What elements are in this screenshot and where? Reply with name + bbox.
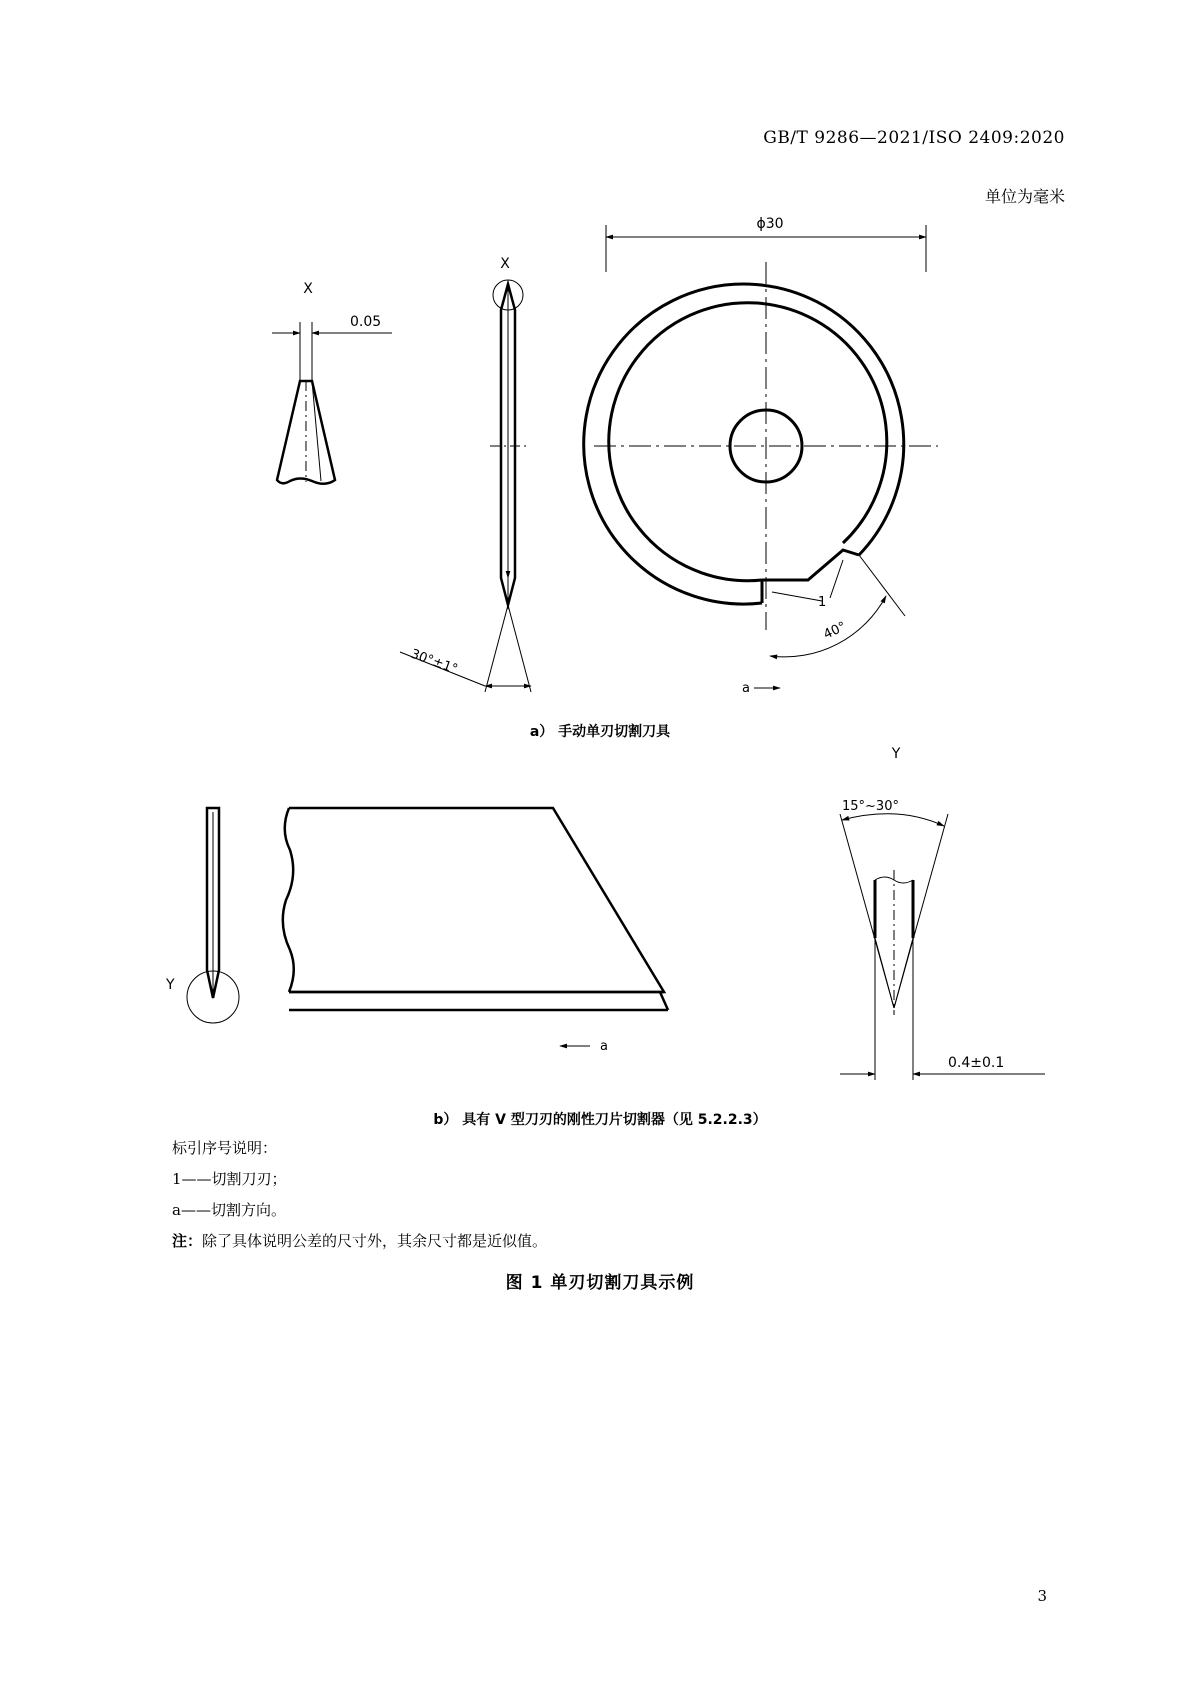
legend-title: 标引序号说明： bbox=[172, 1139, 278, 1157]
detail-y-label: Y bbox=[891, 746, 901, 762]
detail-y-angle: 15°~30° bbox=[842, 799, 899, 814]
legend-item-1: 1——切割刀刃； bbox=[172, 1170, 287, 1188]
detail-y-dim: 0.4±0.1 bbox=[948, 1055, 1005, 1071]
blade-angle: 30°±1° bbox=[408, 646, 460, 678]
diameter-label: ϕ30 bbox=[756, 216, 784, 232]
blade-x-label: X bbox=[500, 256, 510, 272]
blade-y-label: Y bbox=[166, 977, 175, 993]
unit-note: 单位为毫米 bbox=[984, 187, 1065, 206]
direction-a-label-1: a bbox=[742, 681, 750, 696]
cutter-disc bbox=[584, 216, 938, 696]
standard-code: GB/T 9286—2021/ISO 2409:2020 bbox=[763, 128, 1065, 148]
detail-x-label: X bbox=[303, 281, 313, 297]
v-blade-view bbox=[165, 746, 901, 1054]
legend-item-a: a——切割方向。 bbox=[172, 1201, 286, 1219]
angle-40-label: 40° bbox=[821, 619, 849, 643]
detail-x-dim: 0.05 bbox=[350, 314, 382, 330]
caption-b: b） 具有 V 型刀刃的刚性刀片切割器（见 5.2.2.3） bbox=[433, 1112, 767, 1128]
detail-x bbox=[272, 281, 392, 484]
detail-y bbox=[840, 799, 1045, 1080]
direction-a-label-2: a bbox=[600, 1039, 608, 1054]
item-1-label: 1 bbox=[818, 595, 827, 610]
note-text: 除了具体说明公差的尺寸外，其余尺寸都是近似值。 bbox=[202, 1232, 548, 1250]
caption-a: a） 手动单刃切割刀具 bbox=[529, 724, 671, 740]
note bbox=[172, 1230, 547, 1251]
note-label: 注： bbox=[172, 1232, 203, 1250]
blade-side-view bbox=[400, 256, 531, 692]
page-number: 3 bbox=[1037, 1587, 1047, 1605]
figure-title: 图 1 单刃切割刀具示例 bbox=[505, 1273, 695, 1293]
